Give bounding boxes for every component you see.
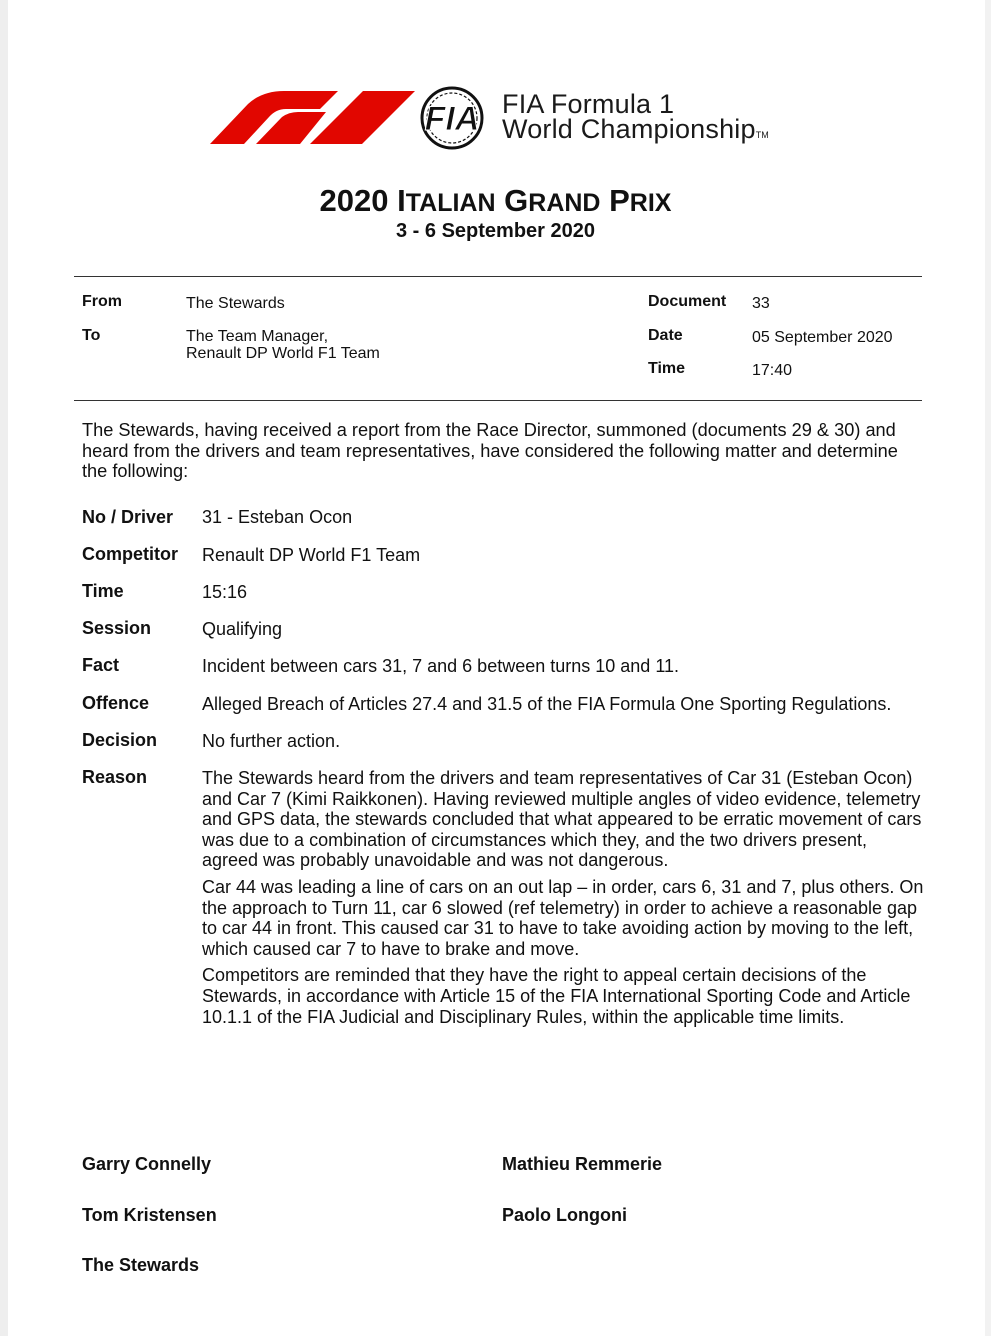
- session-label: Session: [82, 618, 152, 638]
- brand-line-2-text: World Championship: [502, 114, 756, 144]
- driver-value: 31 - Esteban Ocon: [202, 507, 353, 527]
- steward-name-4: Paolo Longoni: [502, 1205, 627, 1225]
- steward-name-2: Mathieu Remmerie: [502, 1154, 663, 1174]
- intro-paragraph: The Stewards, having received a report from the Race Director, summoned (documents 29 & 30) and heard from the drivers and team representatives, have considered the following matter and determine the following:: [82, 420, 898, 481]
- title-year: 2020: [319, 183, 389, 218]
- session-value: Qualifying: [202, 619, 283, 639]
- trademark-symbol: TM: [755, 130, 769, 140]
- steward-name-3: Tom Kristensen: [82, 1205, 217, 1225]
- time-label: Time: [648, 360, 686, 377]
- title-w1-rest: TALIAN: [405, 189, 496, 217]
- to-value-line-2: Renault DP World F1 Team: [186, 345, 380, 362]
- championship-logo: [210, 86, 810, 156]
- incident-time-value: 15:16: [202, 582, 248, 602]
- steward-name-1: Garry Connelly: [82, 1154, 212, 1174]
- fia-roundel-icon: [408, 86, 496, 150]
- reason-text: [202, 768, 924, 1033]
- from-value: The Stewards: [186, 295, 285, 312]
- event-title: [0, 183, 991, 219]
- reason-paragraph-2: Car 44 was leading a line of cars on an out lap – in order, cars 6, 31 and 7, plus others. On the approach to Turn 11, car 6 slowed (ref telemetry) in order to achieve a reasonable gap to car 44 in front. This caused car 31 to have to take avoiding action by moving to the left, which caused car 7 to have to brake and move.: [202, 876, 924, 959]
- event-dates: 3 - 6 September 2020: [396, 220, 595, 242]
- document-number: 33: [752, 295, 770, 312]
- competitor-value: Renault DP World F1 Team: [202, 545, 421, 565]
- f1-logo-icon: [210, 90, 415, 144]
- fact-label: Fact: [82, 655, 120, 675]
- decision-value: No further action.: [202, 731, 341, 751]
- offence-value: Alleged Breach of Articles 27.4 and 31.5 of the FIA Formula One Sporting Regulations.: [202, 694, 892, 714]
- brand-line-1: FIA Formula 1: [502, 89, 675, 119]
- to-value: [186, 328, 380, 362]
- header-divider-bottom: [74, 400, 922, 401]
- date-label: Date: [648, 327, 683, 344]
- title-w2-rest: RAND: [528, 189, 601, 217]
- driver-label: No / Driver: [82, 507, 174, 527]
- to-label: To: [82, 327, 101, 344]
- reason-label: Reason: [82, 767, 148, 787]
- title-w1-cap: I: [397, 183, 406, 218]
- title-w3-rest: RIX: [629, 189, 672, 217]
- title-w3-cap: P: [609, 183, 630, 218]
- fia-letters: FIA: [424, 100, 480, 138]
- fact-value: Incident between cars 31, 7 and 6 between turns 10 and 11.: [202, 656, 679, 676]
- reason-paragraph-3: Competitors are reminded that they have the right to appeal certain decisions of the Stewards, in accordance with Article 15 of the FIA International Sporting Code and Article 10.1.1 of the FIA Judicial and Disciplinary Rules, within the applicable time limits.: [202, 965, 911, 1027]
- reason-paragraph-1: The Stewards heard from the drivers and team representatives of Car 31 (Esteban Ocon) and Car 7 (Kimi Raikkonen). Having reviewed multiple angles of video evidence, telemetry and GPS data, the stewards concluded that what appeared to be erratic movement of cars was due to a combination of circumstances which they, and the two drivers present, agreed was probably unavoidable and was not dangerous.: [202, 768, 922, 871]
- offence-label: Offence: [82, 693, 150, 713]
- decision-label: Decision: [82, 730, 158, 750]
- stewards-footer: The Stewards: [82, 1255, 200, 1275]
- header-divider-top: [74, 276, 922, 277]
- to-value-line-1: The Team Manager,: [186, 328, 329, 345]
- competitor-label: Competitor: [82, 544, 178, 564]
- document-label: Document: [648, 293, 727, 310]
- championship-wordmark: [502, 89, 769, 148]
- time-value: 17:40: [752, 362, 793, 379]
- incident-time-label: Time: [82, 581, 124, 601]
- from-label: From: [82, 293, 122, 310]
- date-value: 05 September 2020: [752, 329, 893, 346]
- title-w2-cap: G: [504, 183, 529, 218]
- brand-line-2: [502, 114, 769, 148]
